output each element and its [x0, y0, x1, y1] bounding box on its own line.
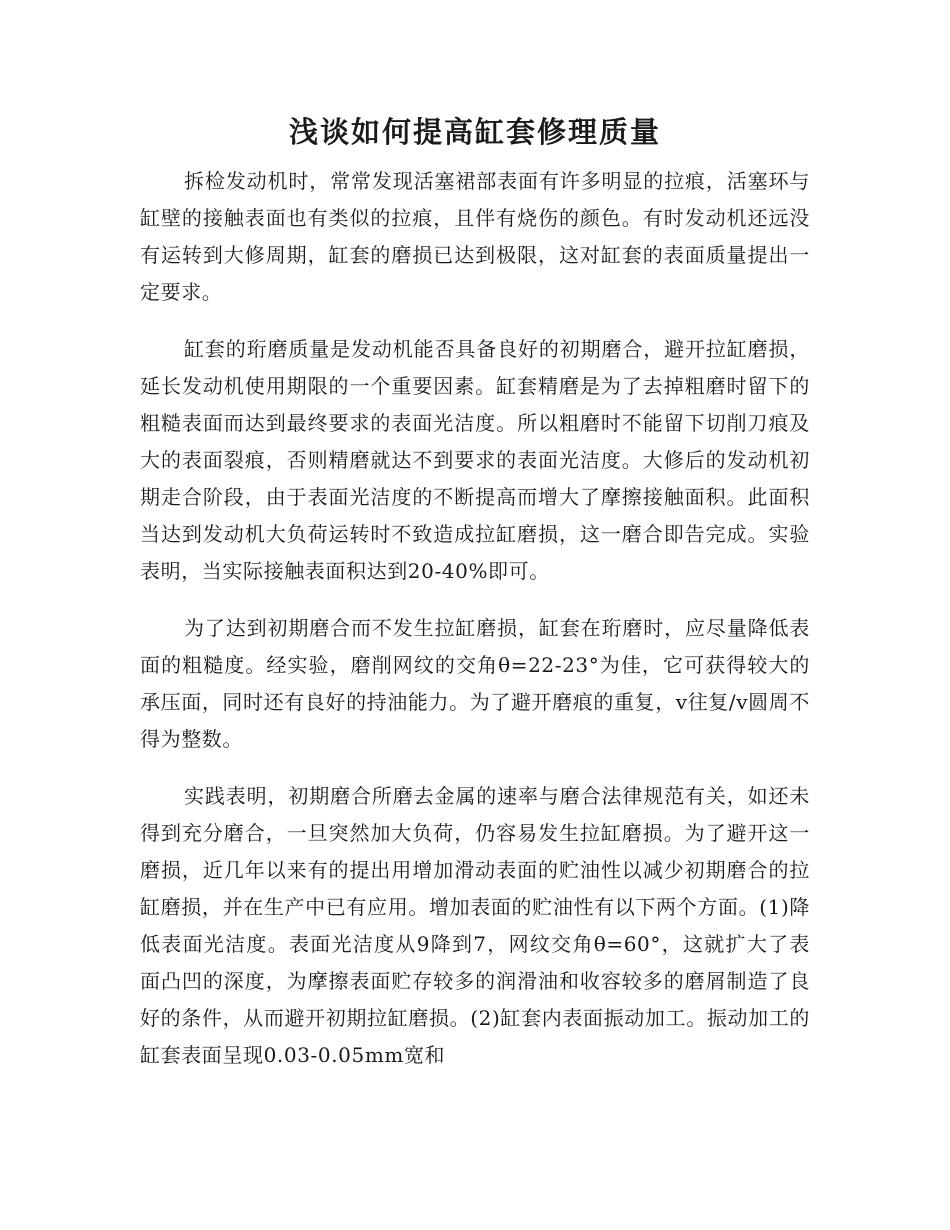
- document-title: 浅谈如何提高缸套修理质量: [288, 115, 661, 149]
- paragraph-1: 拆检发动机时，常常发现活塞裙部表面有许多明显的拉痕，活塞环与缸壁的接触表面也有类似的拉痕，且伴有烧伤的颜色。有时发动机还远没有运转到大修周期，缸套的磨损已达到极限，这对缸套的表面质量提出一定要求。: [140, 169, 810, 304]
- paragraph-3: 为了达到初期磨合而不发生拉缸磨损，缸套在珩磨时，应尽量降低表面的粗糙度。经实验，磨削网纹的交角θ=22-23°为佳，它可获得较大的承压面，同时还有良好的持油能力。为了避开磨痕的重复，v往复/v圆周不得为整数。: [140, 616, 810, 751]
- paragraph-2: 缸套的珩磨质量是发动机能否具备良好的初期磨合，避开拉缸磨损，延长发动机使用期限的一个重要因素。缸套精磨是为了去掉粗磨时留下的粗糙表面而达到最终要求的表面光洁度。所以粗磨时不能留下切削刀痕及大的表面裂痕，否则精磨就达不到要求的表面光洁度。大修后的发动机初期走合阶段，由于表面光洁度的不断提高而增大了摩擦接触面积。此面积当达到发动机大负荷运转时不致造成拉缸磨损，这一磨合即告完成。实验表明，当实际接触表面积达到20-40%即可。: [140, 337, 810, 583]
- paragraph-4: 实践表明，初期磨合所磨去金属的速率与磨合法律规范有关，如还未得到充分磨合，一旦突然加大负荷，仍容易发生拉缸磨损。为了避开这一磨损，近几年以来有的提出用增加滑动表面的贮油性以减少初期磨合的拉缸磨损，并在生产中已有应用。增加表面的贮油性有以下两个方面。(1)降低表面光洁度。表面光洁度从9降到7，网纹交角θ=60°，这就扩大了表面凸凹的深度，为摩擦表面贮存较多的润滑油和收容较多的磨屑制造了良好的条件，从而避开初期拉缸磨损。(2)缸套内表面振动加工。振动加工的缸套表面呈现0.03-0.05mm宽和: [140, 784, 810, 1067]
- document-body: [140, 163, 810, 1094]
